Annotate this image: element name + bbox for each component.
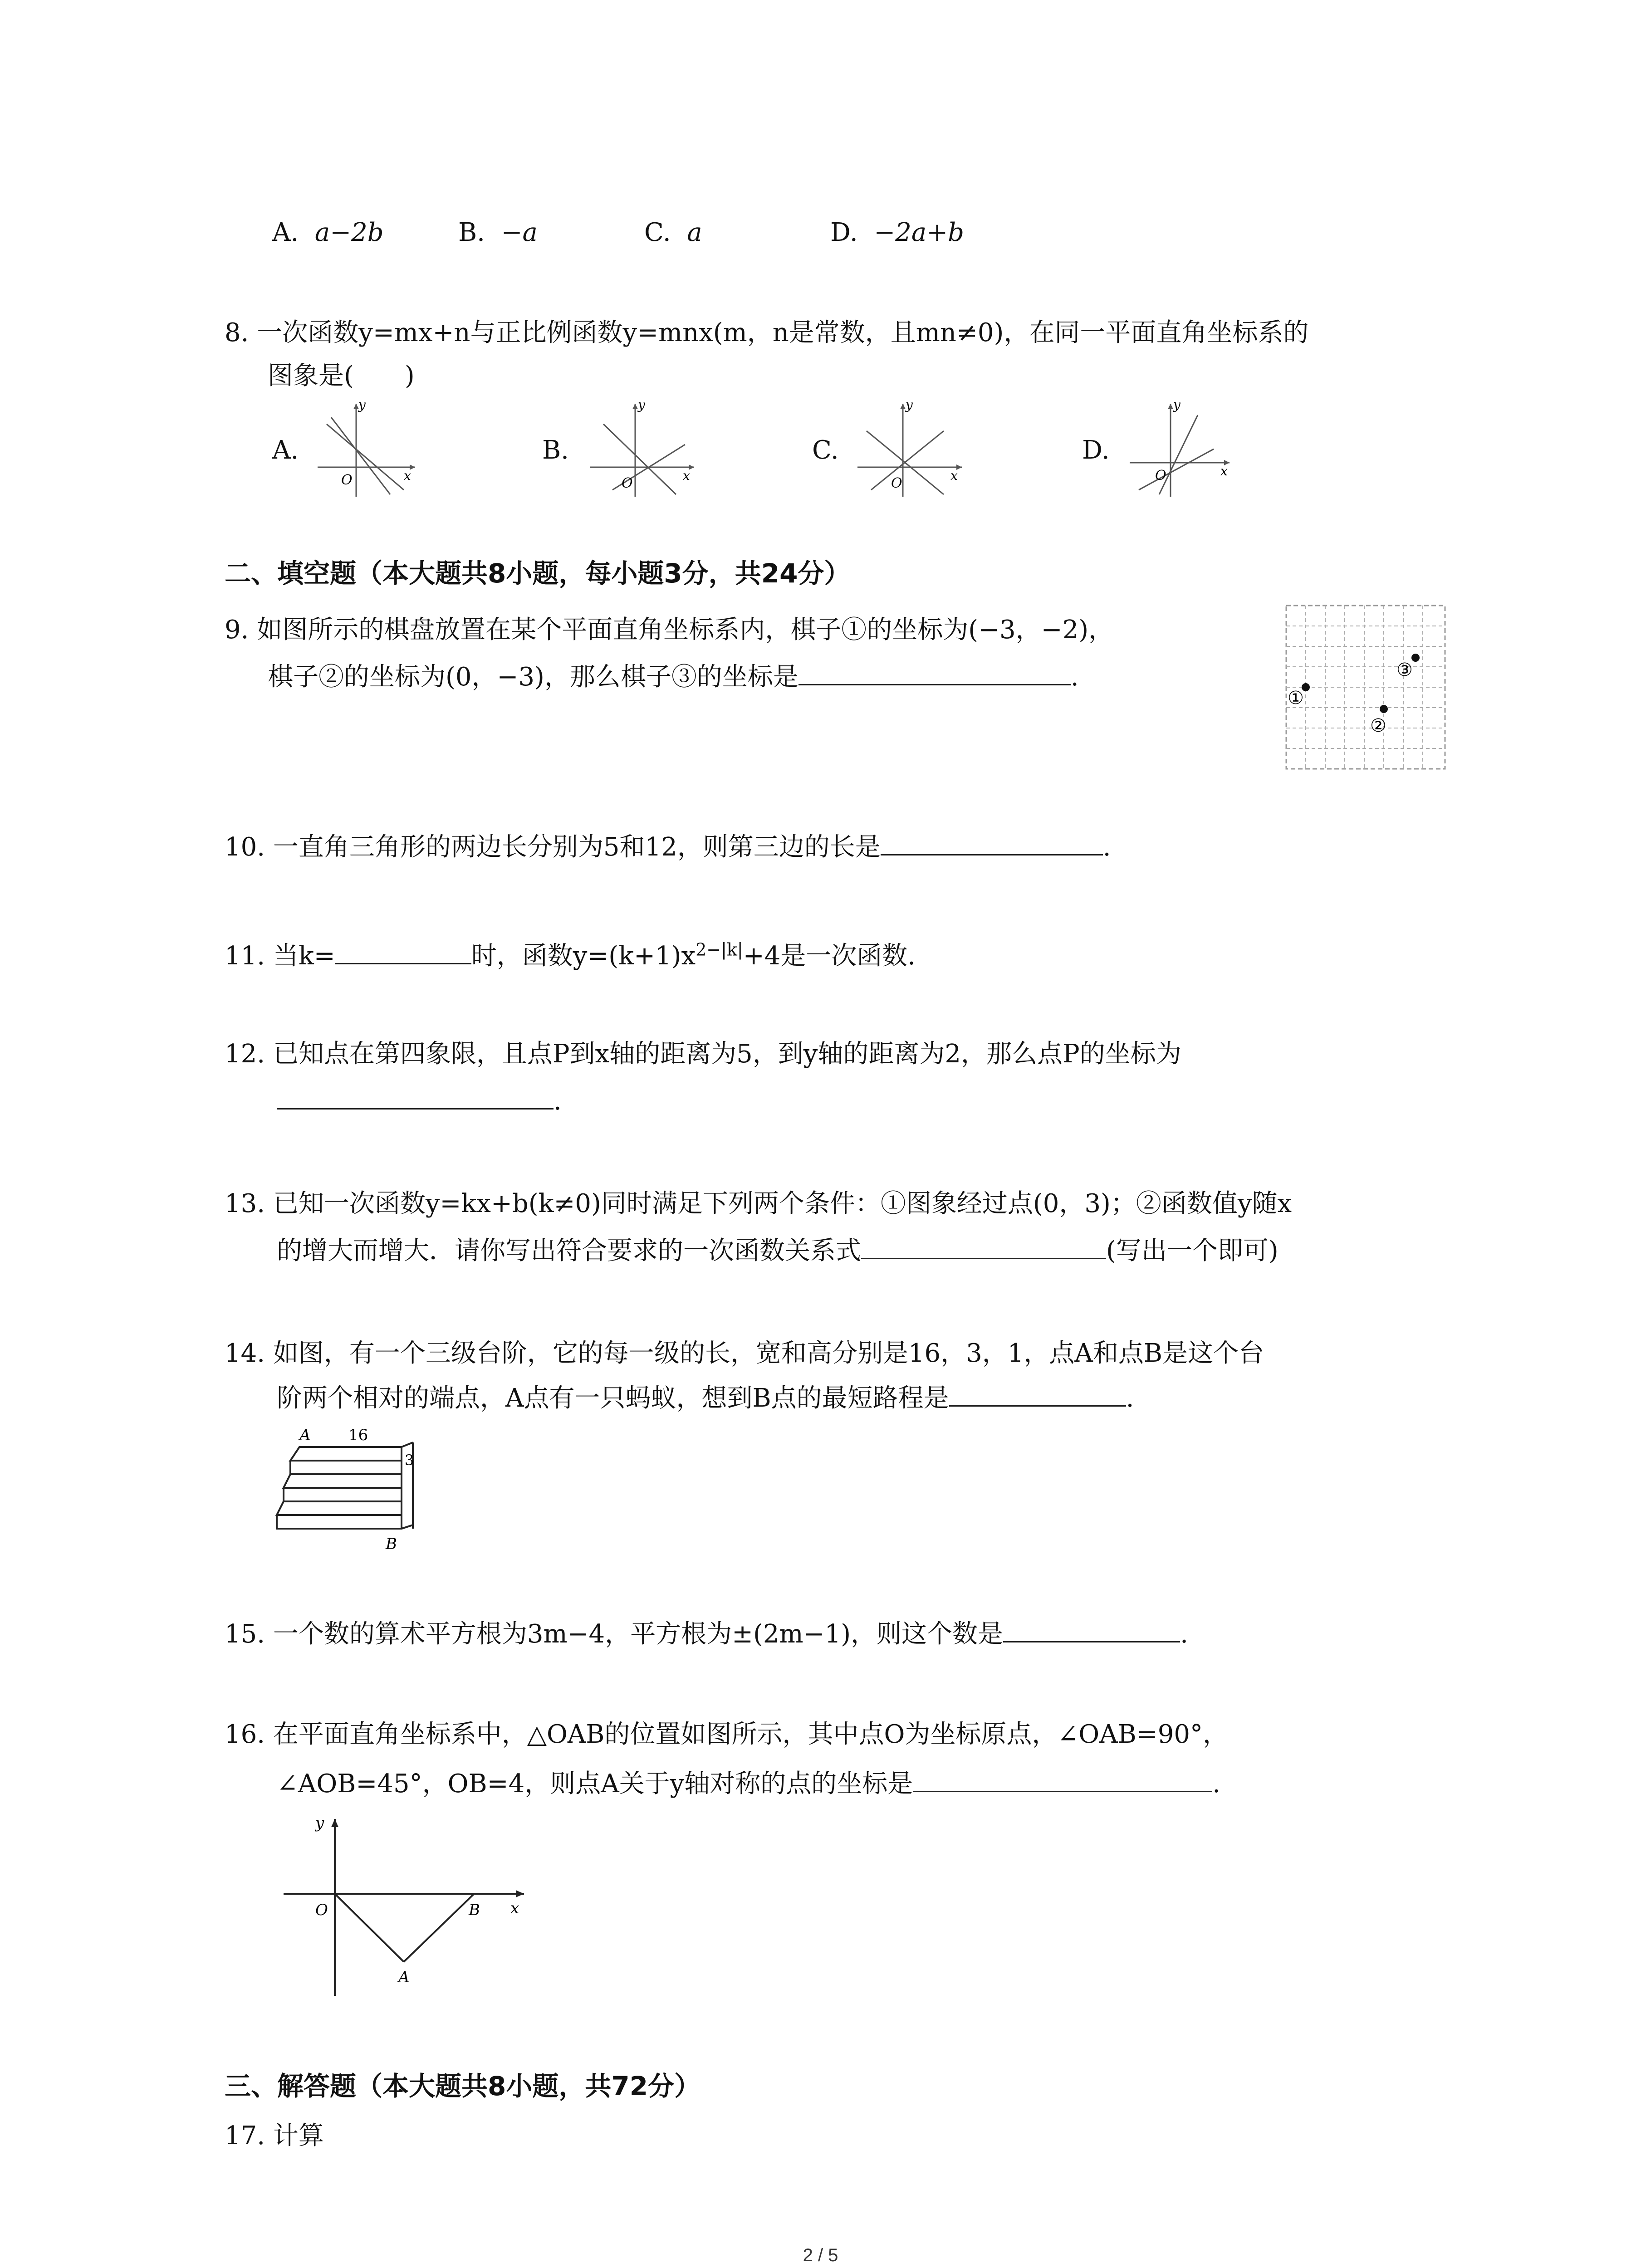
q7-option-a: A. a−2b: [272, 218, 384, 247]
q16-label-x: x: [510, 1899, 519, 1917]
q8-option-b-label: B.: [542, 435, 569, 465]
q9-piece2-label: ②: [1370, 715, 1386, 736]
q8-b-axis-y: y: [638, 399, 645, 412]
q9-line2: 棋子②的坐标为(0，−3)，那么棋子③的坐标是 .: [268, 660, 1079, 692]
q9-piece3-label: ③: [1396, 660, 1413, 680]
q11-line: 11. 当k= 时，函数$y=(k+1)x^{2-|k|}+4$是一次函数.: [225, 939, 916, 971]
q8-a-axis-y: y: [358, 399, 366, 412]
q14-label-3: 3: [405, 1452, 414, 1469]
q14-label-a: A: [299, 1426, 311, 1444]
section3-title: 三、解答题（本大题共8小题，共72分）: [225, 2071, 701, 2102]
q8-c-origin: O: [891, 475, 902, 491]
q7-option-d: D. −2a+b: [830, 218, 965, 247]
q13-line2: 的增大而增大．请你写出符合要求的一次函数关系式 (写出一个即可): [277, 1234, 1279, 1266]
q9-line1: 9. 如图所示的棋盘放置在某个平面直角坐标系内，棋子①的坐标为(−3，−2)，: [225, 615, 1114, 645]
q10-line: 10. 一直角三角形的两边长分别为5和12，则第三边的长是 .: [225, 830, 1111, 862]
q15-answer-blank[interactable]: [1003, 1617, 1180, 1642]
q16-answer-blank[interactable]: [913, 1767, 1212, 1792]
q14-staircase-figure: [272, 1424, 445, 1560]
q8-b-origin: O: [622, 475, 633, 491]
q12-line2: .: [277, 1084, 562, 1116]
q9-answer-blank[interactable]: [798, 660, 1071, 685]
q14-line2: 阶两个相对的端点，A点有一只蚂蚁，想到B点的最短路程是 .: [277, 1381, 1134, 1413]
q8-d-axis-y: y: [1173, 399, 1181, 412]
q16-label-b: B: [469, 1901, 480, 1919]
q8-line2: 图象是( ): [268, 361, 415, 391]
q16-line1: 16. 在平面直角坐标系中，△OAB的位置如图所示，其中点O为坐标原点，∠OAB=90°，: [225, 1720, 1228, 1749]
q12-line1: 12. 已知点在第四象限，且点P到x轴的距离为5，到y轴的距离为2，那么点P的坐标为: [225, 1039, 1181, 1069]
q14-line1: 14. 如图，有一个三级台阶，它的每一级的长，宽和高分别是16，3，1，点A和点B是这个台: [225, 1339, 1264, 1368]
q13-line1: 13. 已知一次函数y=kx+b(k≠0)同时满足下列两个条件：①图象经过点(0，3)；②函数值y随x: [225, 1189, 1292, 1218]
page-number: 2 / 5: [803, 2245, 838, 2265]
q8-a-axis-x: x: [404, 468, 411, 483]
q14-label-16: 16: [348, 1426, 368, 1444]
q8-option-d-label: D.: [1082, 435, 1110, 465]
q16-label-y: y: [315, 1814, 324, 1832]
q10-answer-blank[interactable]: [881, 830, 1103, 855]
q8-b-axis-x: x: [683, 468, 690, 483]
q8-line1: 8. 一次函数y=mx+n与正比例函数y=mnx(m，n是常数，且mn≠0)，在同一平面直角坐标系的: [225, 318, 1309, 347]
q15-line: 15. 一个数的算术平方根为3m−4，平方根为±(2m−1)，则这个数是 .: [225, 1617, 1188, 1649]
q7-option-b: B. −a: [458, 218, 538, 247]
q16-label-a: A: [398, 1968, 410, 1986]
q9-piece1-label: ①: [1288, 688, 1304, 709]
q9-chessboard: [1284, 603, 1447, 771]
q8-d-axis-x: x: [1220, 464, 1228, 479]
q17-line: 17. 计算: [225, 2121, 324, 2151]
q16-triangle-figure: [272, 1810, 535, 2000]
q8-a-origin: O: [341, 472, 353, 488]
q12-answer-blank[interactable]: [277, 1084, 554, 1110]
q13-answer-blank[interactable]: [861, 1234, 1106, 1259]
q16-label-o: O: [315, 1901, 328, 1919]
q11-answer-blank[interactable]: [335, 939, 471, 964]
q8-option-a-label: A.: [272, 435, 299, 465]
q14-answer-blank[interactable]: [949, 1381, 1126, 1407]
q16-line2: ∠AOB=45°，OB=4，则点A关于y轴对称的点的坐标是 .: [277, 1767, 1220, 1799]
q7-option-c: C. a: [644, 218, 702, 247]
q8-option-c-label: C.: [812, 435, 839, 465]
section2-title: 二、填空题（本大题共8小题，每小题3分，共24分）: [225, 558, 851, 589]
q8-graph-b: [585, 399, 703, 499]
q8-graph-a: [313, 399, 426, 499]
q8-graph-c: [853, 399, 971, 499]
q8-c-axis-x: x: [950, 468, 958, 483]
q8-c-axis-y: y: [906, 399, 913, 412]
q8-graph-d: [1125, 399, 1239, 499]
q8-d-origin: O: [1155, 468, 1166, 484]
q14-label-b: B: [386, 1535, 397, 1553]
